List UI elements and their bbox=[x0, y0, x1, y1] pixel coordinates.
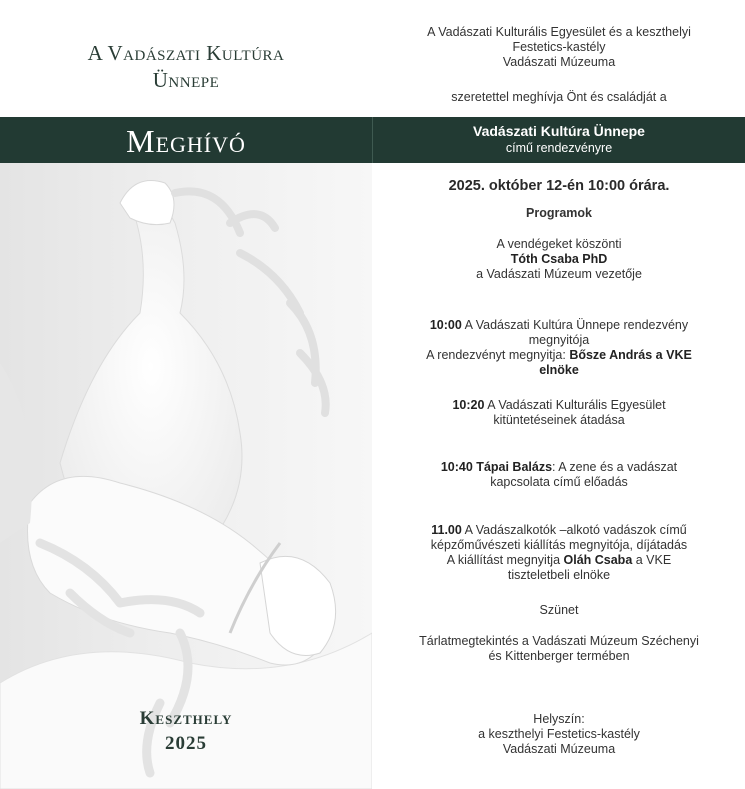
program1-opener: Bősze András a VKE bbox=[569, 348, 692, 362]
program1-opener-b: elnöke bbox=[539, 363, 579, 377]
location-year bbox=[0, 706, 372, 756]
event-date: 2025. október 12-én 10:00 órára. bbox=[448, 178, 670, 194]
event-sub: című rendezvényre bbox=[505, 141, 613, 155]
program1-text-c: A rendezvényt megnyitja: bbox=[426, 348, 570, 362]
hosts-line3: Vadászati Múzeuma bbox=[502, 55, 616, 69]
break-label: Szünet bbox=[539, 603, 579, 617]
program3-text-b: kapcsolata című előadás bbox=[490, 475, 628, 489]
venue-label: Helyszín: bbox=[533, 712, 585, 726]
program-item-2 bbox=[373, 398, 745, 428]
invitation-heading: Meghívó bbox=[126, 123, 246, 159]
program1-text: A Vadászati Kultúra Ünnepe rendezvény bbox=[461, 318, 689, 332]
program4-time: 11.00 bbox=[431, 523, 462, 537]
event-name: Vadászati Kultúra Ünnepe bbox=[473, 123, 645, 139]
hosts bbox=[373, 25, 745, 70]
venue-line2: Vadászati Múzeuma bbox=[502, 742, 616, 756]
hosts-line2: Festetics-kastély bbox=[512, 40, 606, 54]
greeting-line3: a Vadászati Múzeum vezetője bbox=[476, 267, 642, 281]
tour-line1: Tárlatmegtekintés a Vadászati Múzeum Széchenyi bbox=[419, 634, 699, 648]
event-name-band bbox=[373, 117, 745, 163]
hosts-line1: A Vadászati Kulturális Egyesület és a keszthelyi bbox=[427, 25, 691, 39]
event-title bbox=[0, 40, 372, 94]
city-name: Keszthely bbox=[139, 708, 233, 729]
program4-text: A Vadászalkotók –alkotó vadászok című bbox=[461, 523, 687, 537]
greeting-name: Tóth Csaba PhD bbox=[510, 252, 608, 266]
porcelain-deer-image bbox=[0, 163, 372, 789]
year: 2025 bbox=[165, 733, 207, 754]
invite-line: szeretettel meghívja Önt és családját a bbox=[451, 90, 667, 104]
program2-time: 10:20 bbox=[452, 398, 485, 412]
program3-time-speaker: 10:40 Tápai Balázs bbox=[440, 460, 553, 474]
program-item-1 bbox=[373, 318, 745, 378]
program1-text-b: megnyitója bbox=[528, 333, 590, 347]
program2-text: A Vadászati Kulturális Egyesület bbox=[484, 398, 666, 412]
program-item-3 bbox=[373, 460, 745, 490]
program4-opener: Oláh Csaba bbox=[563, 553, 633, 567]
venue bbox=[373, 712, 745, 757]
event-title-line1: A Vadászati Kultúra bbox=[87, 41, 285, 65]
program1-time: 10:00 bbox=[429, 318, 462, 332]
program2-text-b: kitüntetéseinek átadása bbox=[493, 413, 625, 427]
deer-sculpture-illustration bbox=[0, 163, 372, 789]
program4-text-c: A kiállítást megnyitja bbox=[446, 553, 564, 567]
venue-line1: a keszthelyi Festetics-kastély bbox=[478, 727, 640, 741]
exhibition-tour bbox=[373, 634, 745, 664]
programs-heading: Programok bbox=[526, 206, 592, 220]
program-item-4 bbox=[373, 523, 745, 583]
greeting bbox=[373, 237, 745, 282]
event-title-line2: Ünnepe bbox=[152, 68, 220, 92]
program4-text-b: képzőművészeti kiállítás megnyitója, díjátadás bbox=[430, 538, 688, 552]
greeting-line1: A vendégeket köszönti bbox=[496, 237, 622, 251]
program4-text-d: a VKE bbox=[632, 553, 672, 567]
tour-line2: és Kittenberger termében bbox=[488, 649, 630, 663]
program4-text-e: tiszteletbeli elnöke bbox=[507, 568, 611, 582]
program3-text: : A zene és a vadászat bbox=[552, 460, 678, 474]
right-panel bbox=[373, 0, 745, 789]
